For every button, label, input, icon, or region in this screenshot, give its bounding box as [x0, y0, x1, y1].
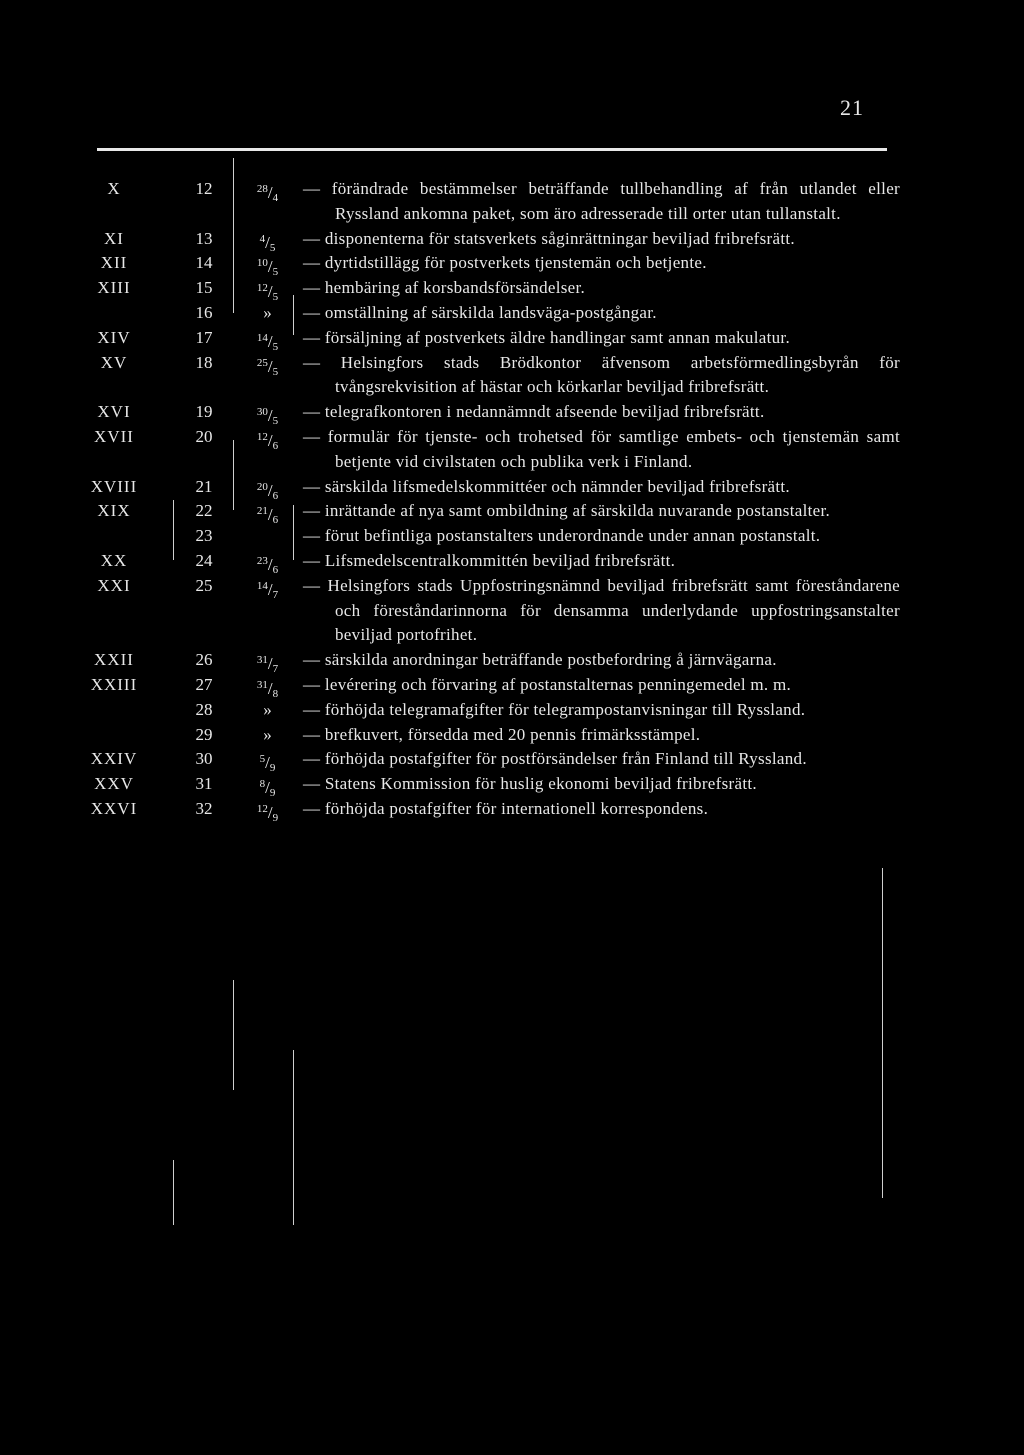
roman-numeral: XXV	[94, 774, 134, 794]
date-separator: /	[267, 331, 273, 351]
decree-row	[0, 673, 1024, 698]
date-month: 5	[272, 291, 279, 304]
date-day: 23	[256, 554, 268, 567]
decree-row	[0, 400, 1024, 428]
date-separator: /	[267, 430, 273, 450]
date-month: 5	[272, 340, 279, 353]
decree-row	[0, 772, 1024, 800]
date-month: 7	[272, 663, 279, 676]
date-separator: /	[267, 406, 273, 426]
entry-text: — förändrade bestämmelser beträffande tullbehandling af från utlandet eller Ryssland ankomna paket, som äro adresserade till orter utan tullanstalt.	[303, 179, 900, 223]
decree-row	[0, 723, 1024, 748]
entry-number: 30	[195, 749, 213, 769]
date-separator: /	[265, 232, 270, 252]
column-divider-left	[173, 1160, 174, 1225]
date-month: 5	[269, 241, 276, 254]
date-day: 14	[256, 579, 268, 592]
entry-text: — särskilda lifsmedelskommittéer och nämnder beviljad fribrefsrätt.	[303, 476, 790, 496]
entry-text: — inrättande af nya samt ombildning af särskilda nuvarande postanstalter.	[303, 501, 831, 521]
roman-numeral: XII	[100, 253, 128, 273]
date-day: 21	[256, 505, 268, 518]
date-month: 5	[272, 266, 279, 279]
date-separator: /	[267, 654, 273, 674]
date-day: 12	[256, 282, 268, 295]
entry-number: 24	[195, 550, 213, 570]
decree-row	[0, 475, 1024, 500]
entry-text: — omställning af särskilda landsväga-postgångar.	[303, 302, 657, 322]
entry-date	[240, 797, 295, 831]
entry-number: 12	[195, 179, 213, 198]
entry-text: — brefkuvert, försedda med 20 pennis frimärksstämpel.	[303, 724, 701, 744]
decree-row	[0, 549, 1024, 574]
decree-row	[0, 251, 1024, 279]
entry-text: — dyrtidstillägg för postverkets tjenstemän och betjente.	[303, 253, 707, 273]
date-day: 28	[256, 183, 268, 195]
entry-text: — förut befintliga postanstalters underordnande under annan postanstalt.	[303, 526, 821, 546]
decree-row	[0, 499, 1024, 527]
entry-number: 23	[195, 526, 213, 546]
entry-text: — förhöjda postafgifter för internationell korrespondens.	[303, 798, 709, 818]
decree-row	[0, 351, 1024, 401]
roman-numeral: XVII	[94, 426, 134, 446]
roman-numeral: XV	[100, 352, 128, 372]
entry-text: — hembäring af korsbandsförsändelser.	[303, 278, 586, 298]
date-separator: /	[267, 678, 273, 698]
date-month: 6	[272, 439, 279, 452]
margin-mark	[882, 868, 883, 1198]
entry-text: — levérering och förvaring af postanstalternas penningemedel m. m.	[303, 674, 792, 694]
entry-number: 14	[195, 253, 213, 273]
entry-number: 13	[195, 228, 213, 248]
date-day: 5	[259, 753, 266, 766]
date-separator: /	[267, 282, 273, 302]
date-separator: /	[265, 753, 270, 773]
entry-date: »	[263, 302, 272, 322]
entry-number: 17	[195, 327, 213, 347]
date-month: 5	[272, 365, 279, 378]
roman-numeral: XXII	[94, 650, 134, 670]
roman-numeral: XIX	[97, 501, 131, 521]
decree-row	[0, 326, 1024, 351]
roman-numeral: XXVI	[90, 798, 138, 818]
decree-list	[0, 177, 1024, 822]
roman-numeral: XIII	[97, 278, 131, 298]
decree-row	[0, 227, 1024, 252]
roman-numeral: XIV	[97, 327, 131, 347]
column-divider-mid	[233, 980, 234, 1090]
entry-date: »	[263, 724, 272, 744]
date-separator: /	[267, 257, 273, 277]
entry-number: 19	[195, 402, 213, 422]
date-month: 4	[272, 192, 279, 204]
entry-text: — förhöjda telegramafgifter för telegrampostanvisningar till Ryssland.	[303, 699, 806, 719]
decree-row	[0, 524, 1024, 549]
date-separator: /	[267, 183, 273, 202]
entry-number: 22	[195, 501, 213, 521]
entry-text: — försäljning af postverkets äldre handlingar samt annan makulatur.	[303, 327, 790, 347]
entry-text: — formulär för tjenste- och trohetsed för samtlige embets- och tjenstemän samt betjente vid civilstaten och publika verk i Finland.	[303, 426, 900, 471]
date-separator: /	[267, 505, 273, 525]
decree-row	[0, 698, 1024, 723]
column-divider-right	[293, 1050, 294, 1225]
date-day: 14	[256, 331, 268, 344]
date-day: 20	[256, 480, 268, 493]
page-number: 21	[840, 95, 864, 120]
entry-number: 21	[195, 476, 213, 496]
date-day: 8	[259, 778, 266, 791]
roman-numeral: XXI	[97, 575, 131, 595]
date-month: 8	[272, 687, 279, 700]
entry-date	[240, 177, 295, 211]
entry-text: — Statens Kommission för huslig ekonomi beviljad fribrefsrätt.	[303, 774, 757, 794]
roman-numeral: X	[107, 179, 121, 198]
entry-date	[240, 351, 295, 385]
date-month: 9	[269, 762, 276, 775]
entry-text: — Helsingfors stads Brödkontor äfvensom arbetsförmedlingsbyrån för tvångsrekvisition af hästar och körkarlar beviljad fribrefsrätt.	[303, 352, 900, 397]
date-month: 6	[272, 563, 279, 576]
entry-number: 18	[195, 352, 213, 372]
date-month: 7	[272, 588, 279, 601]
date-month: 5	[272, 415, 279, 428]
entry-number: 29	[195, 724, 213, 744]
decree-row	[0, 797, 1024, 822]
entry-number: 16	[195, 302, 213, 322]
date-day: 12	[256, 802, 268, 815]
entry-text: — särskilda anordningar beträffande postbefordring å järnvägarna.	[303, 650, 777, 670]
date-month: 6	[272, 489, 279, 502]
entry-date	[240, 574, 295, 608]
date-separator: /	[267, 480, 273, 500]
entry-date	[240, 425, 295, 459]
entry-number: 27	[195, 674, 213, 694]
date-month: 9	[269, 787, 276, 800]
date-day: 4	[259, 232, 266, 245]
entry-number: 28	[195, 699, 213, 719]
entry-number: 15	[195, 278, 213, 298]
decree-row	[0, 276, 1024, 304]
date-day: 31	[256, 678, 268, 691]
date-separator: /	[267, 554, 273, 574]
date-day: 31	[256, 654, 268, 667]
entry-number: 31	[195, 774, 213, 794]
decree-row	[0, 425, 1024, 475]
entry-text: — telegrafkontoren i nedannämndt afseende beviljad fribrefsrätt.	[303, 402, 765, 422]
decree-row	[0, 747, 1024, 775]
roman-numeral: XXIII	[90, 674, 138, 694]
decree-row	[0, 574, 1024, 648]
date-month: 9	[272, 811, 279, 824]
roman-numeral: XXIV	[90, 749, 138, 769]
date-separator: /	[265, 778, 270, 798]
entry-text: — Helsingfors stads Uppfostringsnämnd beviljad fribrefsrätt samt föreståndarene och föreståndarinnorna för densamma underlydande uppfostringsanstalter beviljad portofrihet.	[303, 575, 900, 645]
roman-numeral: XVIII	[90, 476, 138, 496]
decree-row	[0, 648, 1024, 676]
date-day: 12	[256, 430, 268, 443]
date-month: 6	[272, 514, 279, 527]
entry-number: 25	[195, 575, 213, 595]
entry-text: — Lifsmedelscentralkommittén beviljad fribrefsrätt.	[303, 550, 676, 570]
header-rule	[97, 148, 887, 151]
date-day: 30	[256, 406, 268, 419]
entry-date: »	[263, 699, 272, 719]
roman-numeral: XVI	[97, 402, 131, 422]
roman-numeral: XI	[104, 228, 124, 248]
entry-text: — disponenterna för statsverkets såginrättningar beviljad fribrefsrätt.	[303, 228, 795, 248]
roman-numeral: XX	[100, 550, 128, 570]
decree-row	[0, 301, 1024, 326]
decree-row	[0, 177, 1024, 227]
date-separator: /	[267, 356, 273, 376]
entry-number: 32	[195, 798, 213, 818]
date-separator: /	[267, 802, 273, 822]
date-day: 25	[256, 356, 268, 369]
date-separator: /	[267, 579, 273, 599]
entry-text: — förhöjda postafgifter för postförsändelser från Finland till Ryssland.	[303, 749, 807, 769]
date-day: 10	[256, 257, 268, 270]
entry-number: 26	[195, 650, 213, 670]
entry-number: 20	[195, 426, 213, 446]
